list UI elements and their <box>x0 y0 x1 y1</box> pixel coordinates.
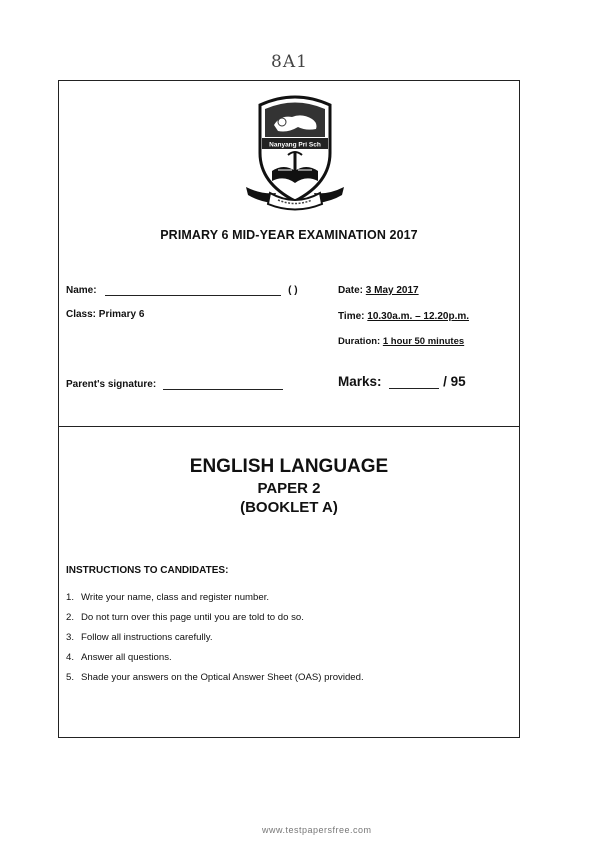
duration-label: Duration: <box>338 336 381 347</box>
marks-label: Marks: <box>338 374 382 389</box>
marks-field <box>338 374 466 389</box>
handwritten-note: 8A1 <box>271 52 308 72</box>
instructions-list <box>66 588 364 688</box>
parent-signature-field <box>66 379 283 390</box>
booklet-label: (BOOKLET A) <box>240 499 338 516</box>
instruction-item: 3. Follow all instructions carefully. <box>66 632 213 643</box>
instructions-heading: INSTRUCTIONS TO CANDIDATES: <box>66 565 229 576</box>
crest-banner: Nanyang Pri Sch <box>269 141 321 149</box>
paper-label: PAPER 2 <box>257 480 321 497</box>
register-bracket: ( ) <box>288 285 298 296</box>
subject-title: ENGLISH LANGUAGE <box>189 456 389 477</box>
exam-title: PRIMARY 6 MID-YEAR EXAMINATION 2017 <box>160 228 418 242</box>
parent-signature-line <box>163 389 283 390</box>
date-field <box>338 285 419 296</box>
section-divider <box>58 426 520 427</box>
marks-line <box>389 388 439 389</box>
school-crest-icon <box>242 91 348 213</box>
date-label: Date: <box>338 285 364 296</box>
instruction-item: 1. Write your name, class and register number. <box>66 592 270 603</box>
marks-total: / 95 <box>443 374 466 389</box>
date-value: 3 May 2017 <box>365 285 419 296</box>
instruction-item: 5. Shade your answers on the Optical Answer Sheet (OAS) provided. <box>66 672 364 683</box>
name-field <box>66 285 298 296</box>
name-label: Name: <box>66 285 97 296</box>
name-line <box>105 295 281 296</box>
footer-url: www.testpapersfree.com <box>262 825 372 835</box>
class-label: Class: Primary 6 <box>66 309 145 320</box>
instruction-item: 2. Do not turn over this page until you are told to do so. <box>66 612 304 623</box>
duration-value: 1 hour 50 minutes <box>382 336 465 347</box>
time-field <box>338 311 469 322</box>
time-label: Time: <box>338 311 365 322</box>
time-value: 10.30a.m. – 12.20p.m. <box>367 311 470 322</box>
duration-field <box>338 336 464 347</box>
parent-signature-label: Parent's signature: <box>66 379 157 390</box>
instruction-item: 4. Answer all questions. <box>66 652 172 663</box>
